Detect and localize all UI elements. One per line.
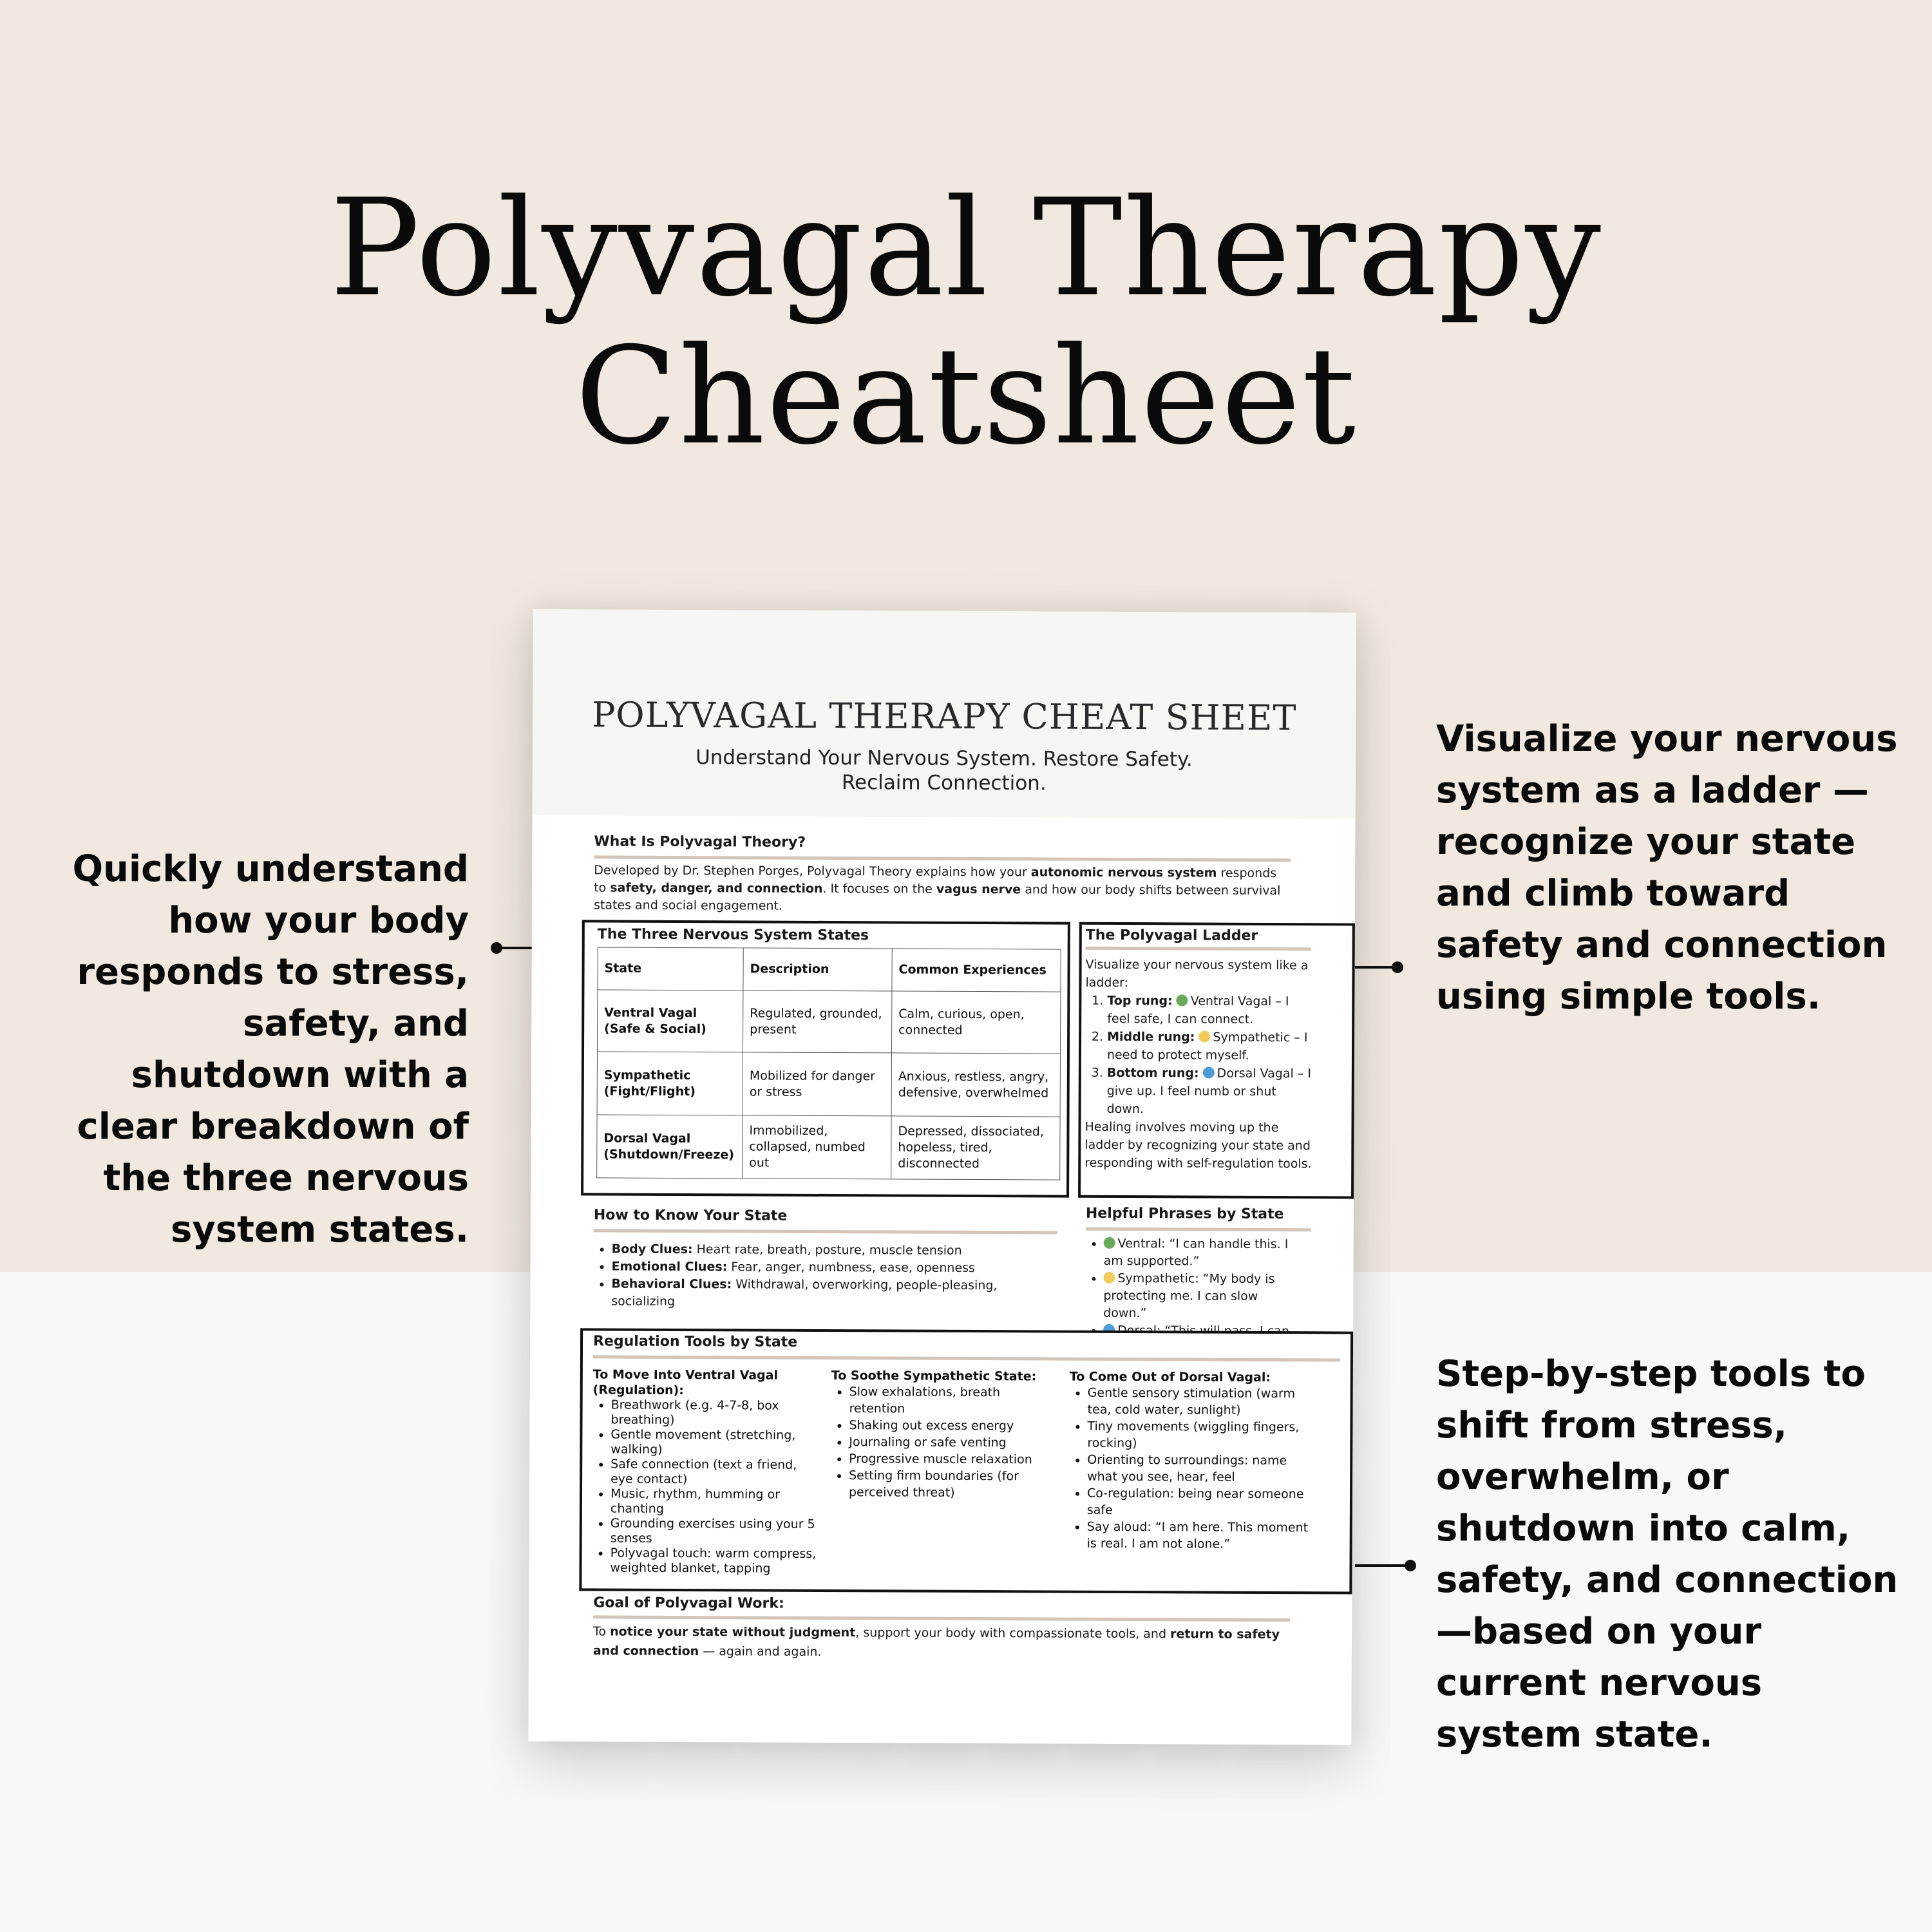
ladder-list (1085, 992, 1315, 1119)
tools-column-ventral (592, 1367, 821, 1577)
sheet-title: POLYVAGAL THERAPY CHEAT SHEET (591, 694, 1297, 739)
cheat-sheet-document (528, 609, 1356, 1745)
list-item: • Progressive muscle relaxation (849, 1450, 1059, 1468)
goal-rule (593, 1615, 1290, 1622)
sympathetic-dot-icon (1198, 1031, 1210, 1043)
tools-heading: Regulation Tools by State (592, 1333, 798, 1350)
description-cell: Mobilized for danger or stress (743, 1052, 891, 1116)
item-text: Fear, anger, numbness, ease, openness (731, 1260, 976, 1276)
phrase-text: Ventral: “I can handle this. I am supported.” (1103, 1236, 1289, 1269)
know-list (593, 1240, 1031, 1312)
goal-text-1: To (593, 1624, 607, 1639)
list-item: • Tiny movements (wiggling fingers, rocking) (1087, 1418, 1314, 1453)
connector-line-right-bottom (1355, 1564, 1410, 1567)
connector-line-right-top (1355, 966, 1397, 969)
list-item (611, 1276, 1031, 1312)
goal-text-2: , support your body with compassionate tools, and (855, 1625, 1167, 1642)
states-header-experiences: Common Experiences (892, 949, 1061, 992)
list-item: • Music, rhythm, humming or chanting (611, 1487, 821, 1517)
list-item: • Slow exhalations, breath retention (849, 1383, 1060, 1417)
theory-bold-2: safety, danger, and connection (610, 880, 823, 896)
goal-paragraph (593, 1622, 1290, 1663)
list-item: • Co-regulation: being near someone safe (1087, 1485, 1314, 1520)
goal-bold-1: notice your state without judgment (610, 1624, 856, 1640)
rung-label: Middle rung: (1107, 1029, 1195, 1045)
callout-states: Quickly understand how your body responds to stress, safety, and shutdown with a clear breakdown of the three nervous system states. (72, 848, 469, 1251)
tools-column-title: To Soothe Sympathetic State: (831, 1368, 1037, 1384)
theory-heading: What Is Polyvagal Theory? (594, 833, 806, 851)
sheet-subtitle-line-2: Reclaim Connection. (841, 771, 1046, 795)
phrases-heading: Helpful Phrases by State (1085, 1205, 1284, 1223)
theory-text-3: . It focuses on the (822, 881, 933, 896)
states-header-state: State (598, 947, 743, 990)
table-row (598, 990, 1061, 1054)
item-text: Withdrawal, overworking, people-pleasing, socializing (611, 1277, 998, 1309)
rung-text: Dorsal Vagal – I give up. I feel numb or shut down. (1106, 1066, 1312, 1117)
callout-tools: Step-by-step tools to shift from stress, overwhelm, or shutdown into calm, safety, and connection—based on your current nervous system state. (1436, 1353, 1899, 1756)
rung-label: Bottom rung: (1106, 1065, 1199, 1081)
list-item: • Orienting to surroundings: name what you see, hear, feel (1087, 1452, 1314, 1486)
know-heading: How to Know Your State (593, 1207, 788, 1224)
ladder-rung-middle (1107, 1028, 1314, 1065)
item-label: Behavioral Clues: (611, 1276, 732, 1292)
ladder-rung-bottom (1107, 1064, 1314, 1119)
table-row (597, 1052, 1060, 1117)
states-header-description: Description (743, 948, 892, 991)
description-cell: Immobilized, collapsed, numbed out (743, 1115, 891, 1179)
list-item: • Gentle sensory stimulation (warm tea, cold water, sunlight) (1088, 1385, 1314, 1419)
list-item: • Polyvagal touch: warm compress, weighted blanket, tapping (610, 1546, 820, 1577)
goal-heading: Goal of Polyvagal Work: (593, 1595, 784, 1612)
theory-text-2: responds to (594, 866, 1277, 895)
state-cell: Dorsal Vagal (Shutdown/Freeze) (597, 1115, 743, 1179)
list-item (1104, 1235, 1298, 1271)
item-label: Emotional Clues: (611, 1259, 728, 1274)
rung-label: Top rung: (1107, 993, 1173, 1009)
list-item: • Shaking out excess energy (849, 1417, 1059, 1434)
list-item: • Say aloud: “I am here. This moment is real. I am not alone.” (1087, 1519, 1314, 1553)
hero-title-line-1: Polyvagal Therapy (330, 171, 1602, 327)
theory-bold-3: vagus nerve (936, 882, 1021, 897)
experiences-cell: Calm, curious, open, connected (891, 991, 1060, 1054)
theory-text-4: and how our body shifts between survival states and social engagement. (593, 882, 1281, 913)
states-heading: The Three Nervous System States (597, 926, 869, 944)
experiences-cell: Depressed, dissociated, hopeless, tired, disconnected (891, 1116, 1060, 1180)
rung-text: Ventral Vagal – I feel safe, I can connect. (1107, 994, 1289, 1027)
experiences-cell: Anxious, restless, angry, defensive, overwhelmed (891, 1053, 1060, 1117)
theory-rule (594, 855, 1291, 862)
ladder-intro: Visualize your nervous system like a ladder: (1085, 957, 1309, 990)
sympathetic-dot-icon (1103, 1272, 1115, 1283)
sheet-subtitle (661, 745, 1227, 797)
ladder-heading: The Polyvagal Ladder (1085, 927, 1258, 944)
list-item (611, 1258, 1031, 1278)
goal-bold-2: return to safety and connection (592, 1627, 1280, 1659)
tools-column-title: To Move Into Ventral Vagal (Regulation): (592, 1367, 779, 1398)
ladder-body (1084, 956, 1314, 1173)
list-item (1103, 1270, 1298, 1323)
ladder-rung-top (1107, 992, 1314, 1028)
list-item: • Journaling or safe venting (849, 1434, 1059, 1451)
state-cell: Ventral Vagal (Safe & Social) (598, 990, 743, 1052)
ladder-outro: Healing involves moving up the ladder by recognizing your state and responding with self-regulation tools. (1084, 1119, 1312, 1171)
theory-paragraph (594, 862, 1291, 917)
know-rule (594, 1229, 1057, 1234)
list-item: • Gentle movement (stretching, walking) (611, 1428, 821, 1458)
hero-title-line-2: Cheatsheet (574, 319, 1358, 475)
list-item: • Breathwork (e.g. 4-7-8, box breathing) (611, 1398, 821, 1428)
item-text: Heart rate, breath, posture, muscle tension (696, 1242, 962, 1258)
states-table (596, 947, 1061, 1180)
state-cell: Sympathetic (Fight/Flight) (597, 1052, 743, 1115)
list-item: • Setting firm boundaries (for perceived threat) (849, 1467, 1059, 1501)
list-item: • Grounding exercises using your 5 senses (611, 1517, 821, 1547)
rung-text: Sympathetic – I need to protect myself. (1106, 1030, 1308, 1063)
table-row (597, 1115, 1060, 1180)
item-label: Body Clues: (611, 1242, 693, 1257)
ventral-dot-icon (1177, 994, 1188, 1006)
list-item (612, 1241, 1032, 1260)
phrases-rule (1086, 1227, 1311, 1232)
callout-ladder: Visualize your nervous system as a ladder — recognize your state and climb toward safety and connection using simple tools. (1436, 718, 1898, 1018)
phrase-text: Sympathetic: “My body is protecting me. I can slow down.” (1103, 1271, 1275, 1321)
list-item: • Safe connection (text a friend, eye contact) (611, 1457, 821, 1488)
ventral-dot-icon (1104, 1237, 1115, 1249)
tools-column-sympathetic (831, 1368, 1060, 1502)
tools-column-title: To Come Out of Dorsal Vagal: (1069, 1369, 1271, 1385)
sheet-subtitle-line-1: Understand Your Nervous System. Restore Safety. (696, 746, 1193, 772)
dorsal-dot-icon (1203, 1067, 1215, 1079)
goal-text-3: — again and again. (703, 1644, 822, 1659)
theory-bold-1: autonomic nervous system (1030, 865, 1217, 880)
tools-column-dorsal (1069, 1369, 1314, 1553)
description-cell: Regulated, grounded, present (743, 990, 892, 1053)
theory-text-1: Developed by Dr. Stephen Porges, Polyvagal Theory explains how your (594, 863, 1027, 880)
